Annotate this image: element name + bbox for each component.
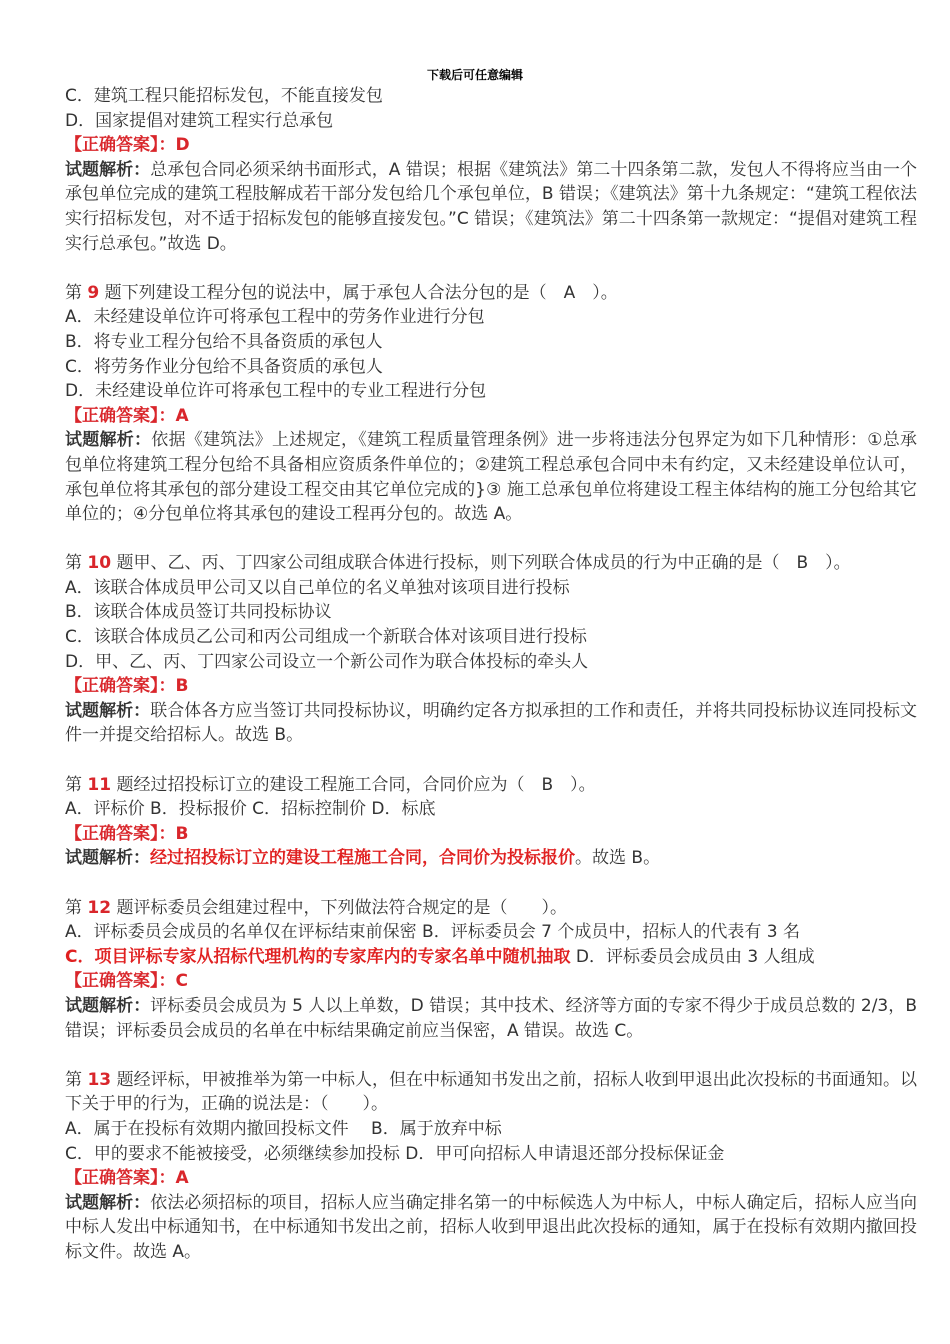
answer-value: A	[175, 405, 189, 426]
q8-analysis	[65, 158, 917, 256]
q10-option-a: A．该联合体成员甲公司又以自己单位的名义单独对该项目进行投标	[65, 577, 570, 598]
answer-label: 【正确答案】：	[65, 405, 176, 426]
q13-analysis	[65, 1191, 917, 1265]
analysis-text: 依法必须招标的项目，招标人应当确定排名第一的中标候选人为中标人，中标人确定后，招标人应当向中标人发出中标通知书，在中标通知书发出之前，招标人收到甲退出此次投标的通知，属于在投标有效期内撤回投标文件。故选 A。	[65, 1192, 918, 1262]
q9-option-b: B．将专业工程分包给不具备资质的承包人	[65, 331, 383, 352]
analysis-text: 总承包合同必须采纳书面形式，A 错误；根据《建筑法》第二十四条第二款，发包人不得将应当由一个承包单位完成的建筑工程肢解成若干部分发包给几个承包单位，B 错误；《建筑法》第十九条规定：“建筑工程依法实行招标发包，对不适于招标发包的能够直接发包。”C 错误；《建筑法》第二十四条第一款规定：“提倡对建筑工程实行总承包。”故选 D。	[65, 159, 918, 254]
q9-answer	[65, 404, 917, 429]
question-prefix: 第	[65, 897, 88, 918]
question-text: 题甲、乙、丙、丁四家公司组成联合体进行投标，则下列联合体成员的行为中正确的是（ B ）。	[111, 553, 851, 574]
question-number: 10	[87, 553, 112, 574]
question-prefix: 第	[65, 1069, 88, 1090]
answer-value: D	[175, 135, 190, 156]
page-header: 下载后可任意编辑	[426, 68, 523, 82]
q10-stem	[65, 551, 917, 576]
option-d: D．评标委员会成员由 3 人组成	[570, 946, 815, 967]
q12-options-ab: A．评标委员会成员的名单仅在评标结束前保密 B．评标委员会 7 个成员中，招标人的代表有 3 名	[65, 922, 800, 943]
q12-stem	[65, 896, 917, 921]
q11-answer	[65, 822, 917, 847]
answer-label: 【正确答案】：	[65, 823, 176, 844]
q10-option-c: C．该联合体成员乙公司和丙公司组成一个新联合体对该项目进行投标	[65, 627, 587, 648]
answer-value: B	[175, 676, 189, 697]
q10-option-b: B．该联合体成员签订共同投标协议	[65, 602, 332, 623]
q13-answer	[65, 1166, 917, 1191]
q12-analysis	[65, 994, 917, 1043]
q13-options-ab: A．属于在投标有效期内撤回投标文件 B．属于放弃中标	[65, 1118, 502, 1139]
answer-label: 【正确答案】：	[65, 971, 176, 992]
q10-option-d: D．甲、乙、丙、丁四家公司设立一个新公司作为联合体投标的牵头人	[65, 651, 589, 672]
q11-analysis	[65, 846, 917, 871]
analysis-label: 试题解析：	[65, 848, 150, 869]
answer-label: 【正确答案】：	[65, 1168, 176, 1189]
question-prefix: 第	[65, 774, 88, 795]
question-number: 12	[87, 897, 112, 918]
question-prefix: 第	[65, 553, 88, 574]
q9-option-d: D．未经建设单位许可将承包工程中的专业工程进行分包	[65, 381, 487, 402]
q12-answer	[65, 969, 917, 994]
analysis-highlight: 经过招投标订立的建设工程施工合同，合同价为投标报价	[150, 848, 575, 869]
option-c-highlight: C．项目评标专家从招标代理机构的专家库内的专家名单中随机抽取	[65, 946, 571, 967]
analysis-label: 试题解析：	[65, 159, 151, 180]
answer-label: 【正确答案】：	[65, 676, 176, 697]
document-body	[65, 84, 917, 1265]
question-text: 题经过招投标订立的建设工程施工合同，合同价应为（ B ）。	[111, 774, 596, 795]
analysis-text: 。故选 B。	[575, 848, 661, 869]
q9-option-c: C．将劳务作业分包给不具备资质的承包人	[65, 356, 383, 377]
q13-stem	[65, 1068, 917, 1117]
answer-value: A	[175, 1168, 189, 1189]
q10-answer	[65, 674, 917, 699]
q11-options: A．评标价 B．投标报价 C．招标控制价 D．标底	[65, 799, 436, 820]
q13-options-cd: C．甲的要求不能被接受，必须继续参加投标 D．甲可向招标人申请退还部分投标保证金	[65, 1143, 725, 1164]
q11-stem	[65, 773, 917, 798]
analysis-label: 试题解析：	[65, 700, 151, 721]
answer-label: 【正确答案】：	[65, 135, 176, 156]
q12-options-cd	[65, 945, 917, 970]
q9-option-a: A．未经建设单位许可将承包工程中的劳务作业进行分包	[65, 307, 485, 328]
q9-analysis	[65, 428, 917, 526]
answer-value: C	[175, 971, 188, 992]
analysis-text: 评标委员会成员为 5 人以上单数，D 错误；其中技术、经济等方面的专家不得少于成员总数的 2/3，B 错误；评标委员会成员的名单在中标结果确定前应当保密，A 错误。故选 C。	[65, 995, 917, 1041]
q8-answer	[65, 133, 917, 158]
answer-value: B	[175, 823, 189, 844]
analysis-text: 依据《建筑法》上述规定，《建筑工程质量管理条例》进一步将违法分包界定为如下几种情形：①总承包单位将建筑工程分包给不具备相应资质条件单位的；②建筑工程总承包合同中未有约定，又未经建设单位认可，承包单位将其承包的部分建设工程交由其它单位完成的}③ 施工总承包单位将建设工程主体结构的施工分包给其它单位的；④分包单位将其承包的建设工程再分包的。故选 A。	[65, 430, 917, 525]
question-number: 9	[87, 282, 100, 303]
question-number: 13	[87, 1069, 112, 1090]
question-text: 题经评标，甲被推举为第一中标人，但在中标通知书发出之前，招标人收到甲退出此次投标的书面通知。以下关于甲的行为，正确的说法是：（ ）。	[65, 1069, 917, 1115]
analysis-label: 试题解析：	[65, 995, 151, 1016]
question-text: 题评标委员会组建过程中，下列做法符合规定的是（ ）。	[111, 897, 567, 918]
q9-stem	[65, 281, 917, 306]
analysis-label: 试题解析：	[65, 430, 152, 451]
q8-option-c: C．建筑工程只能招标发包，不能直接发包	[65, 86, 383, 106]
analysis-text: 联合体各方应当签订共同投标协议，明确约定各方拟承担的工作和责任，并将共同投标协议连同投标文件一并提交给招标人。故选 B。	[65, 700, 918, 746]
question-text: 题下列建设工程分包的说法中，属于承包人合法分包的是（ A ）。	[99, 282, 618, 303]
q10-analysis	[65, 699, 917, 748]
question-prefix: 第	[65, 282, 88, 303]
question-number: 11	[87, 774, 112, 795]
analysis-label: 试题解析：	[65, 1192, 151, 1213]
q8-option-d: D．国家提倡对建筑工程实行总承包	[65, 110, 334, 131]
